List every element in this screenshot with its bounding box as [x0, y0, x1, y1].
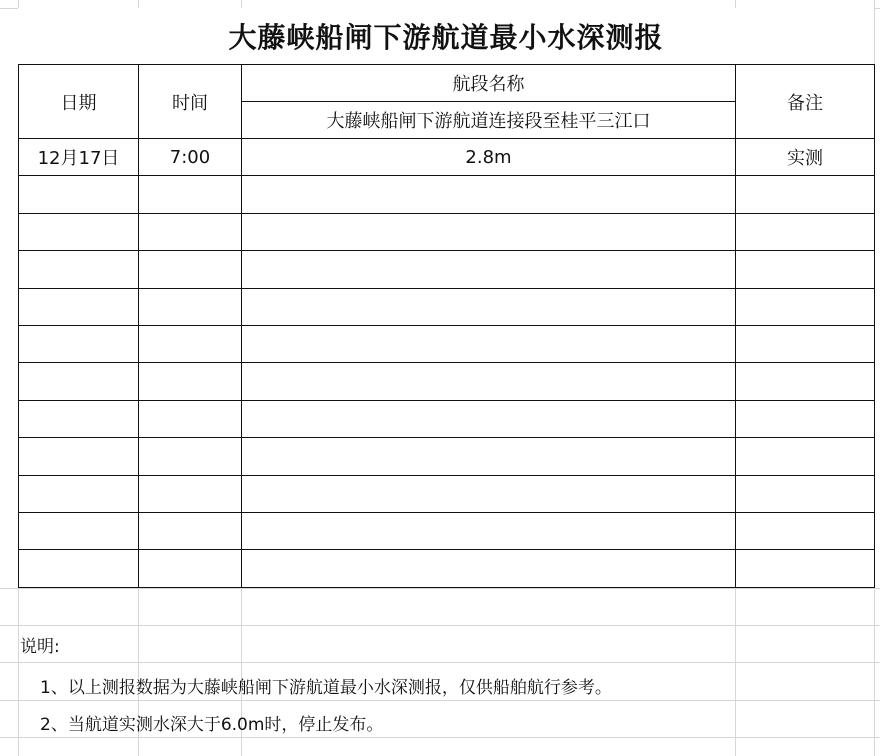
cell-date[interactable] [19, 475, 139, 512]
cell-date[interactable] [19, 400, 139, 437]
cell-time[interactable] [139, 512, 242, 549]
cell-date[interactable] [19, 288, 139, 325]
cell-date[interactable] [19, 176, 139, 213]
table-row [19, 176, 875, 213]
table-row [19, 251, 875, 288]
cell-remark[interactable] [736, 251, 875, 288]
cell-time[interactable] [139, 213, 242, 250]
cell-time[interactable] [139, 288, 242, 325]
report-title: 大藤峡船闸下游航道最小水深测报 [18, 8, 874, 64]
header-date[interactable]: 日期 [19, 65, 139, 139]
cell-time[interactable] [139, 550, 242, 587]
cell-remark[interactable] [736, 213, 875, 250]
cell-date[interactable] [19, 438, 139, 475]
notes-label[interactable]: 说明: [20, 637, 60, 657]
header-remark[interactable]: 备注 [736, 65, 875, 139]
cell-depth[interactable] [242, 475, 736, 512]
cell-remark[interactable] [736, 512, 875, 549]
header-section-name[interactable]: 航段名称 [242, 65, 736, 102]
cell-depth[interactable] [242, 512, 736, 549]
table-row [19, 400, 875, 437]
cell-remark[interactable] [736, 400, 875, 437]
cell-time[interactable] [139, 438, 242, 475]
cell-time[interactable] [139, 251, 242, 288]
table-row [19, 288, 875, 325]
cell-remark[interactable] [736, 288, 875, 325]
cell-remark[interactable] [736, 363, 875, 400]
cell-remark[interactable] [736, 475, 875, 512]
cell-depth[interactable]: 2.8m [242, 139, 736, 176]
cell-depth[interactable] [242, 438, 736, 475]
table-row [19, 475, 875, 512]
cell-time[interactable] [139, 475, 242, 512]
cell-remark[interactable] [736, 325, 875, 362]
table-row [19, 438, 875, 475]
table-row [19, 512, 875, 549]
table-row [19, 139, 875, 176]
cell-date[interactable] [19, 512, 139, 549]
cell-date[interactable] [19, 213, 139, 250]
table-row [19, 550, 875, 587]
table-row [19, 325, 875, 362]
cell-depth[interactable] [242, 251, 736, 288]
cell-time[interactable] [139, 400, 242, 437]
cell-depth[interactable] [242, 176, 736, 213]
header-section-value[interactable]: 大藤峡船闸下游航道连接段至桂平三江口 [242, 102, 736, 139]
table-row [19, 363, 875, 400]
cell-date[interactable] [19, 363, 139, 400]
cell-remark[interactable] [736, 438, 875, 475]
cell-time[interactable] [139, 363, 242, 400]
depth-report-table [18, 64, 875, 588]
cell-date[interactable] [19, 550, 139, 587]
cell-date[interactable]: 12月17日 [19, 139, 139, 176]
cell-depth[interactable] [242, 400, 736, 437]
note-item-1[interactable]: 1、以上测报数据为大藤峡船闸下游航道最小水深测报，仅供船舶航行参考。 [40, 678, 612, 698]
cell-remark[interactable] [736, 176, 875, 213]
cell-time[interactable] [139, 325, 242, 362]
header-time[interactable]: 时间 [139, 65, 242, 139]
table-row [19, 213, 875, 250]
cell-depth[interactable] [242, 363, 736, 400]
cell-date[interactable] [19, 325, 139, 362]
cell-depth[interactable] [242, 550, 736, 587]
cell-depth[interactable] [242, 288, 736, 325]
cell-remark[interactable]: 实测 [736, 139, 875, 176]
note-item-2[interactable]: 2、当航道实测水深大于6.0m时，停止发布。 [40, 715, 384, 735]
cell-depth[interactable] [242, 213, 736, 250]
cell-date[interactable] [19, 251, 139, 288]
cell-time[interactable] [139, 176, 242, 213]
cell-remark[interactable] [736, 550, 875, 587]
cell-time[interactable]: 7:00 [139, 139, 242, 176]
cell-depth[interactable] [242, 325, 736, 362]
